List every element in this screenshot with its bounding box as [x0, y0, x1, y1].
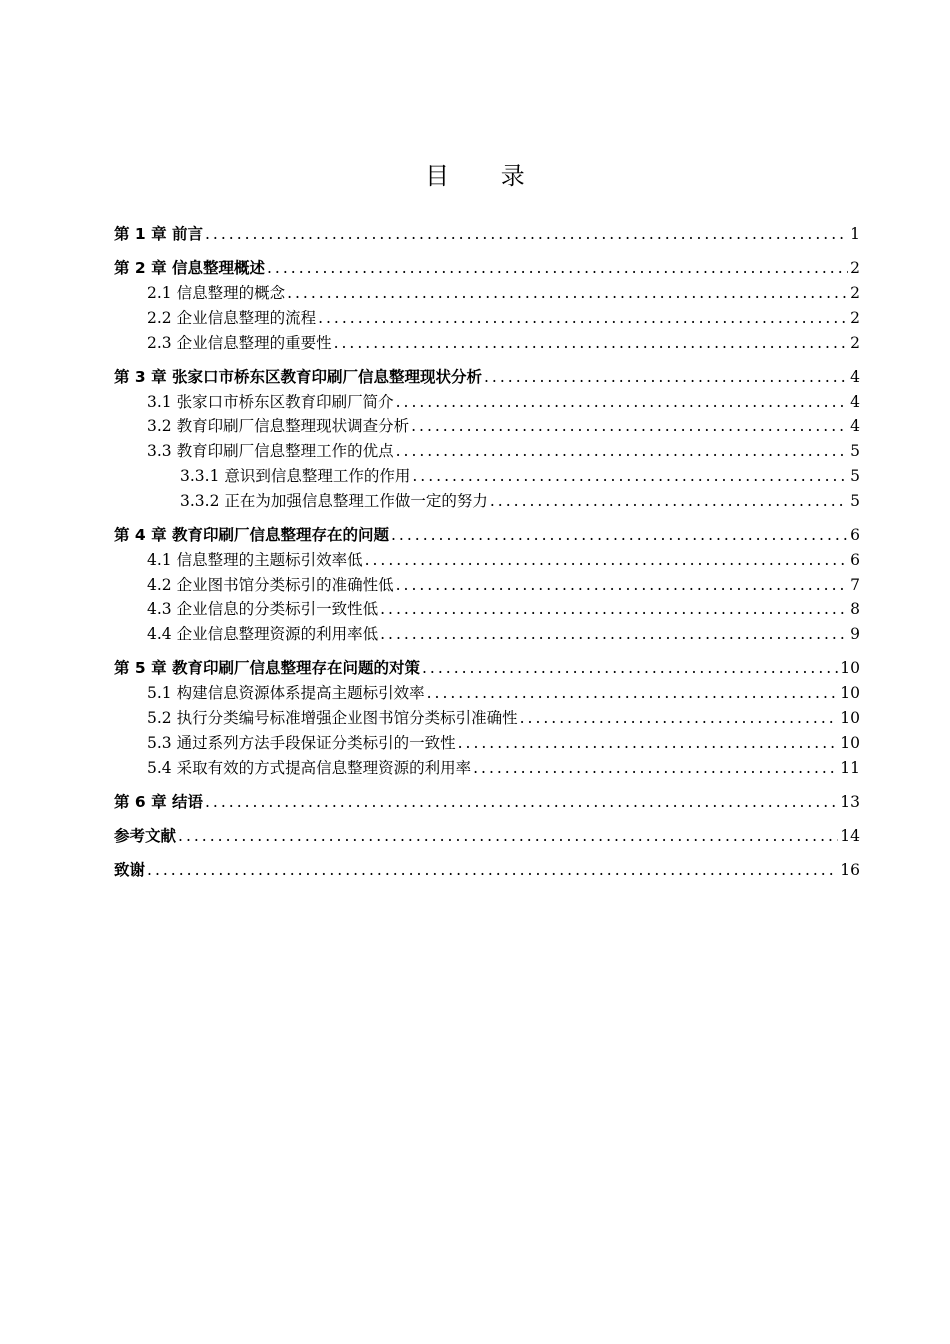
toc-entry-label: 第 5 章 教育印刷厂信息整理存在问题的对策	[114, 659, 420, 678]
toc-entry-subsection-3-3-1[interactable]	[114, 464, 860, 489]
toc-leader-dots	[334, 331, 849, 356]
toc-entry-page: 2	[850, 283, 860, 302]
toc-leader-dots	[380, 622, 848, 647]
toc-entry-label: 第 6 章 结语	[114, 792, 203, 811]
toc-entry-label: 3.3.2 正在为加强信息整理工作做一定的努力	[180, 491, 488, 510]
toc-leader-dots	[427, 681, 839, 706]
toc-entry-label: 4.1 信息整理的主题标引效率低	[147, 550, 363, 569]
toc-entry-page: 6	[850, 550, 860, 569]
toc-entry-label: 第 2 章 信息整理概述	[114, 259, 265, 278]
toc-entry-label: 3.3 教育印刷厂信息整理工作的优点	[147, 442, 394, 461]
toc-leader-dots	[412, 464, 848, 489]
toc-entry-page: 13	[840, 792, 860, 811]
toc-entry-label: 4.4 企业信息整理资源的利用率低	[147, 625, 379, 644]
toc-entry-label: 2.2 企业信息整理的流程	[147, 308, 317, 327]
toc-entry-page: 10	[840, 684, 860, 703]
toc-entry-section-3-3[interactable]	[114, 439, 860, 464]
toc-entry-chapter-4[interactable]	[114, 523, 860, 548]
toc-entry-section-3-2[interactable]	[114, 414, 860, 439]
toc-leader-dots	[365, 548, 849, 573]
toc-leader-dots	[473, 756, 838, 781]
toc-leader-dots	[267, 256, 848, 281]
toc-entry-page: 10	[840, 708, 860, 727]
toc-entry-references[interactable]	[114, 824, 860, 849]
toc-entry-label: 5.3 通过系列方法手段保证分类标引的一致性	[147, 733, 456, 752]
toc-leader-dots	[318, 306, 848, 331]
toc-entry-section-5-3[interactable]	[114, 731, 860, 756]
toc-entry-page: 2	[850, 308, 860, 327]
toc-entry-label: 4.2 企业图书馆分类标引的准确性低	[147, 575, 394, 594]
toc-entry-label: 参考文献	[114, 826, 177, 845]
toc-entry-page: 5	[850, 491, 860, 510]
toc-entry-page: 6	[850, 525, 860, 544]
toc-entry-page: 8	[850, 600, 860, 619]
toc-entry-section-5-1[interactable]	[114, 681, 860, 706]
toc-leader-dots	[458, 731, 839, 756]
toc-entry-page: 4	[850, 367, 860, 386]
toc-entry-label: 2.1 信息整理的概念	[147, 283, 286, 302]
toc-entry-page: 9	[850, 625, 860, 644]
toc-entry-page: 7	[850, 575, 860, 594]
toc-entry-acknowledgements[interactable]	[114, 858, 860, 883]
toc-entry-chapter-5[interactable]	[114, 656, 860, 681]
toc-entry-section-4-3[interactable]	[114, 597, 860, 622]
toc-leader-dots	[287, 281, 848, 306]
toc-entry-label: 5.4 采取有效的方式提高信息整理资源的利用率	[147, 758, 472, 777]
toc-leader-dots	[391, 523, 848, 548]
toc-entry-chapter-1[interactable]	[114, 222, 860, 247]
toc-entry-subsection-3-3-2[interactable]	[114, 489, 860, 514]
toc-entry-page: 5	[850, 466, 860, 485]
toc-entry-section-2-1[interactable]	[114, 281, 860, 306]
toc-leader-dots	[490, 489, 848, 514]
toc-leader-dots	[520, 706, 839, 731]
toc-entry-page: 10	[840, 733, 860, 752]
toc-entry-page: 4	[850, 417, 860, 436]
toc-entry-page: 10	[840, 659, 860, 678]
toc-entry-page: 5	[850, 442, 860, 461]
toc-entry-page: 4	[850, 392, 860, 411]
toc-entry-label: 5.2 执行分类编号标准增强企业图书馆分类标引准确性	[147, 708, 518, 727]
toc-entry-label: 第 4 章 教育印刷厂信息整理存在的问题	[114, 525, 389, 544]
toc-entry-page: 14	[840, 826, 860, 845]
toc-entry-label: 4.3 企业信息的分类标引一致性低	[147, 600, 379, 619]
toc-entry-label: 致谢	[114, 861, 146, 880]
toc-entry-section-3-1[interactable]	[114, 390, 860, 415]
toc-leader-dots	[484, 365, 848, 390]
toc-leader-dots	[422, 656, 838, 681]
toc-entry-section-5-2[interactable]	[114, 706, 860, 731]
toc-entry-section-4-1[interactable]	[114, 548, 860, 573]
toc-entry-section-2-2[interactable]	[114, 306, 860, 331]
toc-entry-label: 5.1 构建信息资源体系提高主题标引效率	[147, 684, 425, 703]
toc-leader-dots	[147, 858, 838, 883]
toc-entry-chapter-6[interactable]	[114, 790, 860, 815]
toc-leader-dots	[380, 597, 848, 622]
toc-entry-page: 16	[840, 861, 860, 880]
toc-entry-label: 3.1 张家口市桥东区教育印刷厂简介	[147, 392, 394, 411]
table-of-contents	[114, 222, 860, 883]
toc-entry-chapter-2[interactable]	[114, 256, 860, 281]
toc-leader-dots	[396, 573, 849, 598]
toc-entry-section-5-4[interactable]	[114, 756, 860, 781]
toc-entry-page: 11	[840, 758, 860, 777]
toc-entry-section-4-2[interactable]	[114, 573, 860, 598]
toc-entry-page: 2	[850, 259, 860, 278]
toc-entry-label: 第 3 章 张家口市桥东区教育印刷厂信息整理现状分析	[114, 367, 482, 386]
toc-entry-label: 3.2 教育印刷厂信息整理现状调查分析	[147, 417, 410, 436]
toc-entry-section-4-4[interactable]	[114, 622, 860, 647]
toc-leader-dots	[205, 222, 848, 247]
toc-leader-dots	[411, 414, 848, 439]
toc-entry-label: 第 1 章 前言	[114, 225, 203, 243]
toc-entry-label: 2.3 企业信息整理的重要性	[147, 333, 332, 352]
toc-leader-dots	[178, 824, 838, 849]
toc-entry-label: 3.3.1 意识到信息整理工作的作用	[180, 466, 411, 485]
toc-entry-chapter-3[interactable]	[114, 365, 860, 390]
toc-entry-page: 1	[850, 225, 860, 243]
toc-leader-dots	[396, 390, 849, 415]
toc-leader-dots	[396, 439, 849, 464]
toc-entry-section-2-3[interactable]	[114, 331, 860, 356]
page-title: 目 录	[425, 162, 547, 190]
toc-entry-page: 2	[850, 333, 860, 352]
toc-leader-dots	[205, 790, 838, 815]
